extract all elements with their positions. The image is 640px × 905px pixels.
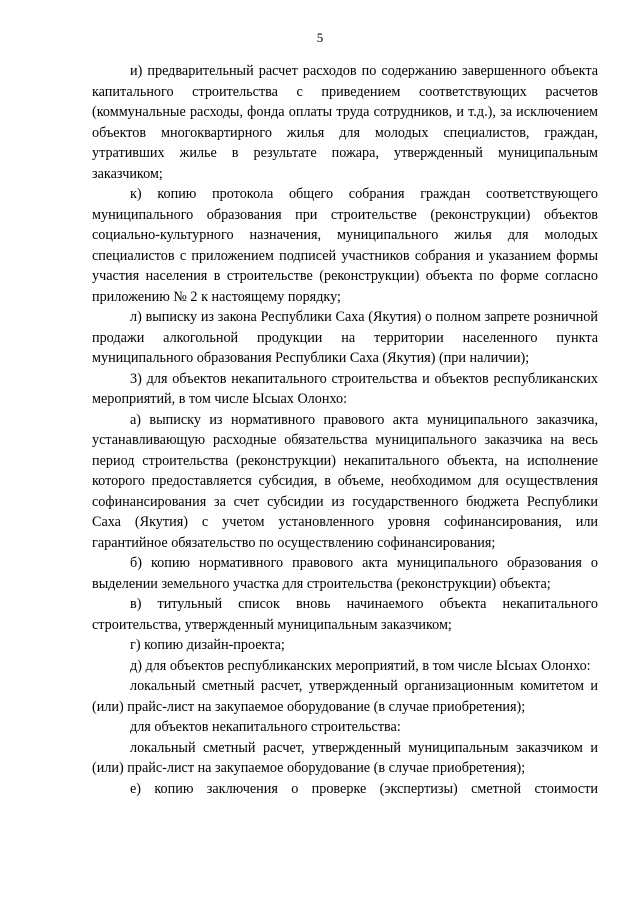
paragraph-estimate-organizing-committee: локальный сметный расчет, утвержденный организационным комитетом и (или) прайс-лист на закупаемое оборудование (в случае приобретения); bbox=[92, 678, 598, 715]
paragraph-3-non-capital-objects: 3) для объектов некапитального строительства и объектов республиканских мероприятий, в том числе Ысыах Олонхо: bbox=[92, 370, 598, 407]
paragraph-v-title-list: в) титульный список вновь начинаемого объекта некапитального строительства, утвержденный муниципальным заказчиком; bbox=[92, 596, 598, 633]
page-number: 5 bbox=[316, 30, 324, 45]
paragraph-non-capital-heading: для объектов некапитального строительства: bbox=[130, 719, 401, 735]
paragraph-b-land-allocation: б) копию нормативного правового акта муниципального образования о выделении земельного участка для строительства (реконструкции) объекта; bbox=[92, 555, 598, 592]
paragraph-k-meeting-protocol: к) копию протокола общего собрания граждан соответствующего муниципального образования при строительстве (реконструкции) объектов социально-культурного назначения, муниципального жилья для молодых специалистов с приложением подписей участников собрания и указанием формы участия населения в строительстве (реконструкции) объекта по форме согласно приложению № 2 к настоящему порядку; bbox=[92, 186, 598, 305]
paragraph-g-design-project: г) копию дизайн-проекта; bbox=[130, 637, 285, 653]
paragraph-l-alcohol-ban-law: л) выписку из закона Республики Саха (Якутия) о полном запрете розничной продажи алкогольной продукции на территории населенного пункта муниципального образования Республики Саха (Якутия) (при наличии); bbox=[92, 309, 598, 366]
paragraph-d-republican-events: д) для объектов республиканских мероприятий, в том числе Ысыах Олонхо: bbox=[130, 657, 591, 674]
document-body bbox=[92, 61, 598, 799]
paragraph-i-maintenance-costs: и) предварительный расчет расходов по содержанию завершенного объекта капитального строительства с приведением соответствующих расчетов (коммунальные расходы, фонда оплаты труда сотрудников, и т.д.), за исключением объектов многоквартирного жилья для молодых специалистов, граждан, утративших жилье в результате пожара, утвержденный муниципальным заказчиком; bbox=[92, 63, 598, 182]
paragraph-estimate-municipal-customer: локальный сметный расчет, утвержденный муниципальным заказчиком и (или) прайс-лист на закупаемое оборудование (в случае приобретения); bbox=[92, 739, 598, 776]
paragraph-e-estimate-expertise: е) копию заключения о проверке (экспертизы) сметной стоимости bbox=[130, 780, 598, 797]
paragraph-a-legal-act-extract: а) выписку из нормативного правового акта муниципального заказчика, устанавливающую расходные обязательства муниципального заказчика на весь период строительства (реконструкции) некапитального объекта, на исполнение которого предоставляется субсидия, в объеме, необходимом для осуществления софинансирования за счет субсидии из государственного бюджета Республики Саха (Якутия) с учетом установленного уровня софинансирования, или гарантийное обязательство по осуществлению софинансирования; bbox=[92, 411, 598, 551]
